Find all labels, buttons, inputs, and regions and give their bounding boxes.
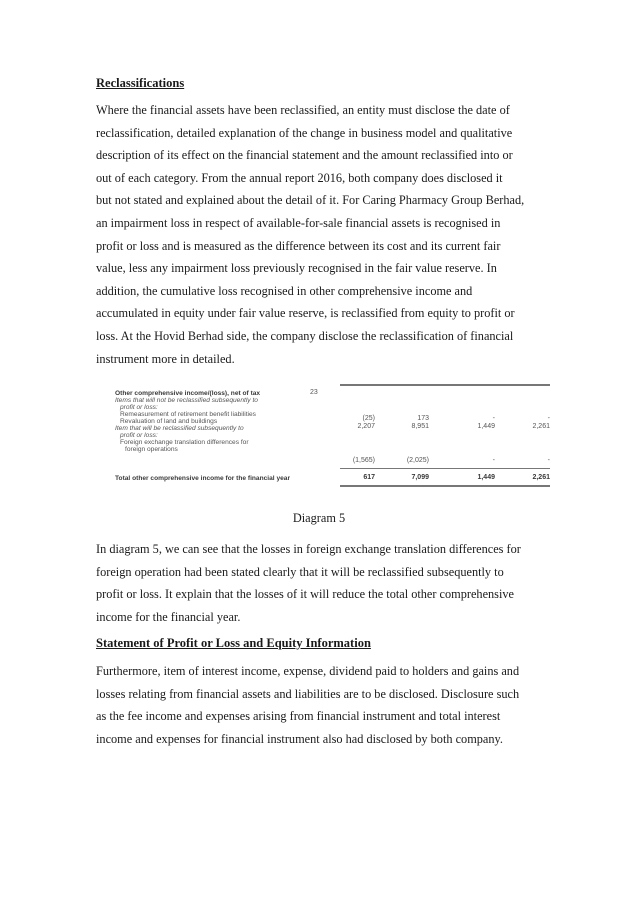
items-not-reclassified-label: Items that will not be reclassified subsequently to <box>115 397 258 404</box>
table-top-rule <box>340 384 550 386</box>
table-cell: - <box>492 457 495 464</box>
paragraph-reclassifications <box>96 99 556 370</box>
items-reclassified-label: Item that will be reclassified subsequently to <box>115 425 244 432</box>
items-not-reclassified-label-cont: profit or loss: <box>120 404 158 411</box>
text-line: Where the financial assets have been reclassified, an entity must disclose the date of <box>96 103 510 117</box>
table-cell: - <box>492 415 495 422</box>
text-line: In diagram 5, we can see that the losses in foreign exchange translation differences for <box>96 542 521 556</box>
items-reclassified-label-cont: profit or loss: <box>120 432 158 439</box>
table-cell: (1,565) <box>352 457 375 464</box>
fx-label: Foreign exchange translation differences for <box>120 439 249 446</box>
text-line: Furthermore, item of interest income, expense, dividend paid to holders and gains and <box>96 664 520 678</box>
text-line: profit or loss. It explain that the losses of it will reduce the total other comprehensive <box>96 587 514 602</box>
text-line: but not stated and explained about the detail of it. For Caring Pharmacy Group Berhad, <box>96 193 525 208</box>
text-line: value, less any impairment loss previously recognised in the fair value reserve. In <box>96 261 497 276</box>
note-ref: 23 <box>310 389 318 396</box>
table-cell: - <box>547 457 550 464</box>
table-subtotal-rule <box>340 468 550 469</box>
remeasurement-label: Remeasurement of retirement benefit liabilities <box>120 411 256 418</box>
text-line: instrument more in detailed. <box>96 351 235 366</box>
text-line: description of its effect on the financial statement and the amount reclassified into or <box>96 148 513 163</box>
text-line: loss. At the Hovid Berhad side, the company disclose the reclassification of financial <box>96 328 514 343</box>
diagram-5-table-image <box>115 384 555 494</box>
text-line: profit or loss and is measured as the difference between its cost and its current fair <box>96 238 501 253</box>
text-line: out of each category. From the annual report 2016, both company does disclosed it <box>96 170 503 185</box>
table-cell: (2,025) <box>406 457 429 464</box>
table-cell: 2,261 <box>532 423 550 430</box>
text-line: losses relating from financial assets and liabilities are to be disclosed. Disclosure such <box>96 686 520 701</box>
table-cell: (25) <box>362 415 375 422</box>
table-cell: - <box>547 415 550 422</box>
table-cell: 617 <box>363 474 375 481</box>
text-line: addition, the cumulative loss recognised in other comprehensive income and <box>96 283 473 298</box>
text-line: accumulated in equity under fair value reserve, is reclassified from equity to profit or <box>96 306 515 321</box>
table-cell: 1,449 <box>477 423 495 430</box>
text-line: reclassification, detailed explanation of the change in business model and qualitative <box>96 125 513 140</box>
text-line: as the fee income and expenses arising from financial instrument and total interest <box>96 709 501 724</box>
revaluation-label: Revaluation of land and buildings <box>120 418 218 425</box>
table-cell: 2,261 <box>532 474 550 481</box>
diagram-caption: Diagram 5 <box>292 511 346 525</box>
text-line: income and expenses for financial instrument also had disclosed by both company. <box>96 731 503 746</box>
table-cell: 7,099 <box>411 474 429 481</box>
text-line: income for the financial year. <box>96 609 241 624</box>
section-heading-profit-loss: Statement of Profit or Loss and Equity Information <box>96 636 371 650</box>
text-line: an impairment loss in respect of available-for-sale financial assets is recognised in <box>96 215 501 230</box>
total-oci-label: Total other comprehensive income for the financial year <box>115 475 291 482</box>
table-cell: 2,207 <box>357 423 375 430</box>
paragraph-diagram-explanation <box>96 538 556 628</box>
table-cell: 173 <box>417 415 429 422</box>
table-cell: 8,951 <box>411 423 429 430</box>
oci-header-label: Other comprehensive income/(loss), net of tax <box>115 390 261 397</box>
table-bottom-rule <box>340 485 550 487</box>
text-line: foreign operation had been stated clearly that it will be reclassified subsequently to <box>96 564 504 579</box>
section-heading-reclassifications: Reclassifications <box>96 76 185 90</box>
table-cell: 1,449 <box>477 474 495 481</box>
paragraph-profit-loss <box>96 660 556 750</box>
fx-label-cont: foreign operations <box>125 446 178 453</box>
